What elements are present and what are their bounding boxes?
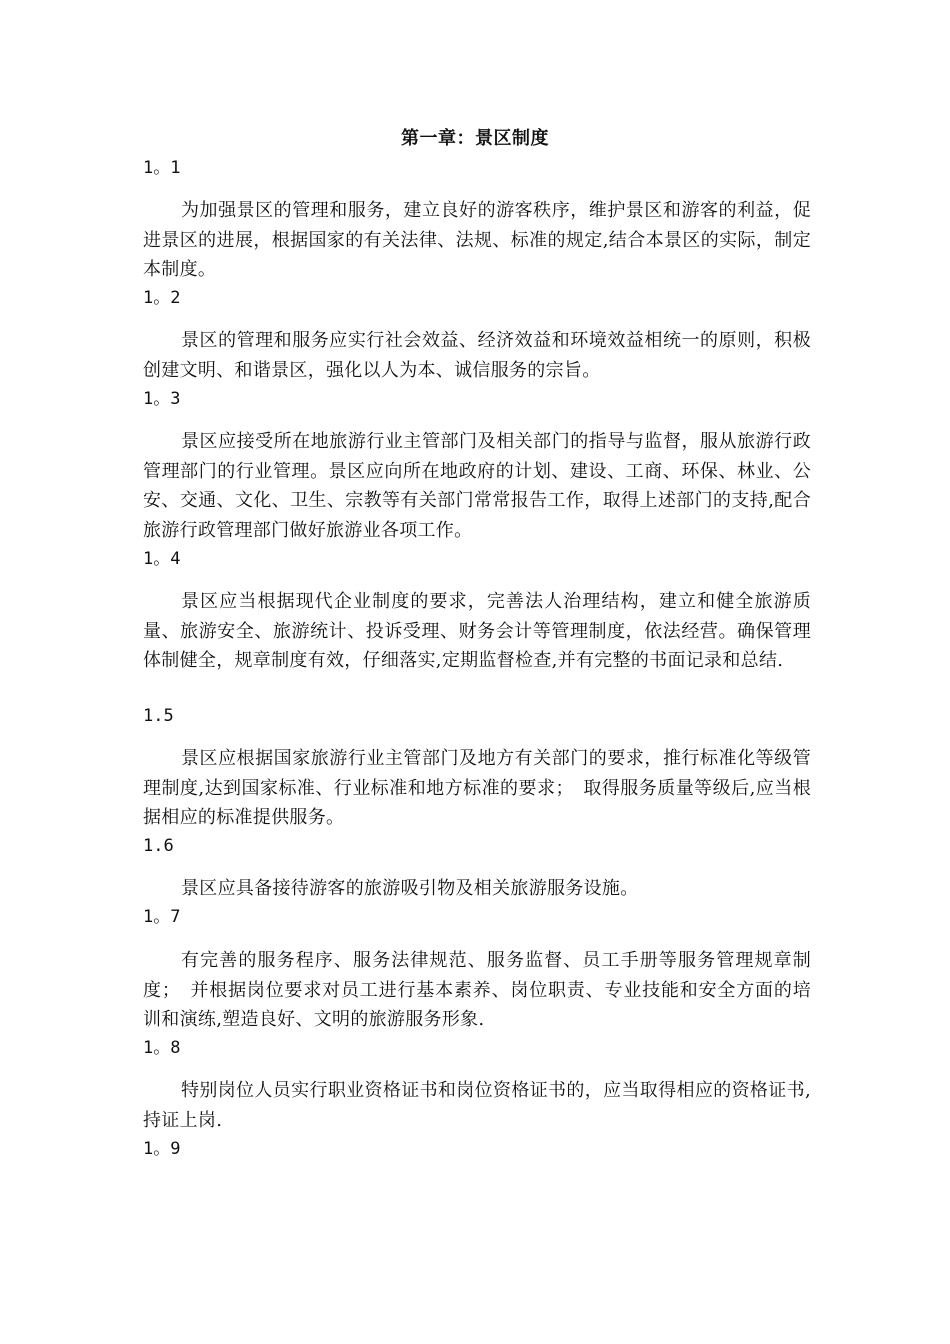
section-number: 1。1 (143, 158, 181, 178)
section-number: 1。3 (143, 389, 181, 409)
section-paragraph: 景区应根据国家旅游行业主管部门及地方有关部门的要求，推行标准化等级管理制度,达到国家标准、行业标准和地方标准的要求； 取得服务质量等级后,应当根据相应的标准提供服务。 (143, 748, 811, 828)
section-paragraph: 为加强景区的管理和服务，建立良好的游客秩序，维护景区和游客的利益，促进景区的进展，根据国家的有关法律、法规、标准的规定,结合本景区的实际，制定本制度。 (143, 200, 811, 280)
section-number: 1。9 (143, 1139, 181, 1159)
section-paragraph: 景区应具备接待游客的旅游吸引物及相关旅游服务设施。 (181, 878, 639, 899)
section-number: 1。7 (143, 907, 181, 927)
section-number: 1。2 (143, 288, 181, 308)
section-number: 1.6 (143, 836, 174, 856)
section-paragraph: 特别岗位人员实行职业资格证书和岗位资格证书的，应当取得相应的资格证书,持证上岗. (143, 1080, 811, 1131)
section-paragraph: 有完善的服务程序、服务法律规范、服务监督、员工手册等服务管理规章制度； 并根据岗位要求对员工进行基本素养、岗位职责、专业技能和安全方面的培训和演练,塑造良好、文明的旅游服务形象. (143, 950, 811, 1030)
section-number: 1。8 (143, 1038, 181, 1058)
section-paragraph: 景区的管理和服务应实行社会效益、经济效益和环境效益相统一的原则，积极创建文明、和谐景区，强化以人为本、诚信服务的宗旨。 (143, 330, 811, 381)
section-paragraph: 景区应接受所在地旅游行业主管部门及相关部门的指导与监督，服从旅游行政管理部门的行业管理。景区应向所在地政府的计划、建设、工商、环保、林业、公安、交通、文化、卫生、宗教等有关部门常常报告工作，取得上述部门的支持,配合旅游行政管理部门做好旅游业各项工作。 (143, 431, 811, 541)
section-paragraph: 景区应当根据现代企业制度的要求，完善法人治理结构，建立和健全旅游质量、旅游安全、旅游统计、投诉受理、财务会计等管理制度，依法经营。确保管理体制健全，规章制度有效，仔细落实,定期监督检查,并有完整的书面记录和总结. (143, 591, 811, 671)
chapter-title: 第一章：景区制度 (401, 128, 549, 149)
section-number: 1.5 (143, 706, 174, 726)
section-number: 1。4 (143, 549, 181, 569)
